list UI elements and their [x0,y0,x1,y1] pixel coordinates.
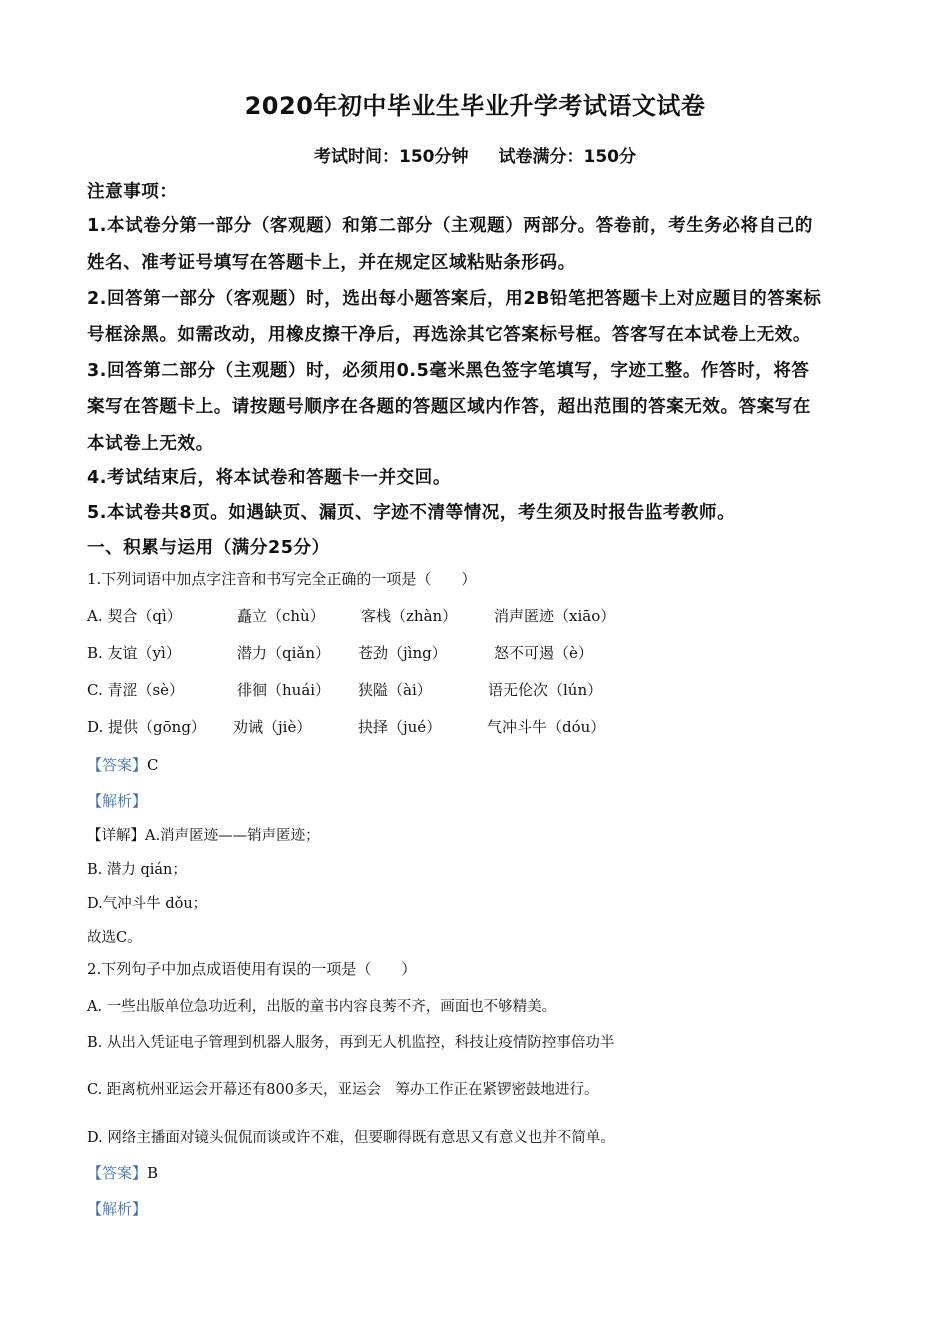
q2-option-a: A. 一些出版单位急功近利，出版的童书内容良莠不齐，画面也不够精美。 [87,999,557,1015]
q1-option-a-2: 矗立（chù） [237,607,325,625]
page-title: 2020年初中毕业生毕业升学考试语文试卷 [244,92,706,120]
notes-header: 注意事项： [87,182,178,202]
notes-line: 4.考试结束后，将本试卷和答题卡一并交回。 [87,468,451,488]
q1-option-b-2: 潜力（qiǎn） [237,644,331,662]
answer-tag: 【答案】 [87,1164,148,1182]
q2-option-c: C. 距离杭州亚运会开幕还有800多天，亚运会 筹办工作正在紧锣密鼓地进行。 [87,1082,599,1098]
detail-text: A.消声匿迹——销声匿迹； [145,828,320,844]
question-2-stem: 2.下列句子中加点成语使用有误的一项是（ ） [87,960,417,978]
q1-option-b-4: 怒不可遏（è） [494,644,593,662]
q1-option-c-1: C. 青涩（sè） [87,681,185,699]
q1-detail-line [87,824,320,845]
answer-value: C [147,756,159,774]
q2-analysis-tag: 【解析】 [87,1200,148,1218]
exam-info [0,142,950,167]
detail-tag: 【详解】 [87,828,145,844]
q2-answer [87,1162,158,1183]
notes-line: 案写在答题卡上。请按题号顺序在各题的答题区域内作答，超出范围的答案无效。答案写在 [87,397,811,417]
q1-option-c-2: 徘徊（huái） [237,681,331,699]
answer-value: B [147,1164,159,1182]
q1-detail-line: D.气冲斗牛 dǒu； [87,896,208,912]
notes-line: 姓名、准考证号填写在答题卡上，并在规定区域粘贴条形码。 [87,253,576,273]
q1-option-d-4: 气冲斗牛（dóu） [487,718,606,736]
q1-option-d-1: D. 提供（gōng） [87,718,206,736]
notes-line: 5.本试卷共8页。如遇缺页、漏页、字迹不清等情况，考生须及时报告监考教师。 [87,503,736,523]
notes-line: 2.回答第一部分（客观题）时，选出每小题答案后，用2B铅笔把答题卡上对应题目的答案标 [87,289,822,309]
q1-detail-line: 故选C。 [87,930,142,946]
q1-analysis-tag: 【解析】 [87,792,148,810]
q1-answer [87,754,159,775]
q1-option-a-4: 消声匿迹（xiāo） [494,607,616,625]
q1-option-b-3: 苍劲（jìng） [358,644,447,662]
answer-tag: 【答案】 [87,756,148,774]
q1-option-d-2: 劝诫（jiè） [233,718,312,736]
q2-option-d: D. 网络主播面对镜头侃侃而谈或许不难，但要聊得既有意思又有意义也并不简单。 [87,1130,615,1146]
section-heading: 一、积累与运用（满分25分） [87,538,330,558]
notes-line: 本试卷上无效。 [87,434,214,454]
question-1-stem: 1.下列词语中加点字注音和书写完全正确的一项是（ ） [87,570,477,588]
notes-line: 1.本试卷分第一部分（客观题）和第二部分（主观题）两部分。答卷前，考生务必将自己的 [87,216,813,236]
q2-option-b: B. 从出入凭证电子管理到机器人服务，再到无人机监控，科技让疫情防控事倍功半 [87,1035,615,1051]
q1-detail-line: B. 潜力 qián； [87,862,187,878]
q1-option-b-1: B. 友谊（yì） [87,644,181,662]
notes-line: 号框涂黑。如需改动，用橡皮擦干净后，再选涂其它答案标号框。答客写在本试卷上无效。 [87,325,811,345]
exam-score: 试卷满分：150分 [498,147,636,167]
q1-option-c-3: 狭隘（ài） [358,681,432,699]
q1-option-d-3: 抉择（jué） [358,718,442,736]
q1-option-a-3: 客栈（zhàn） [361,607,458,625]
notes-line: 3.回答第二部分（主观题）时，必须用0.5毫米黑色签字笔填写，字迹工整。作答时，将答 [87,361,810,381]
exam-time: 考试时间：150分钟 [314,147,469,167]
q1-option-c-4: 语无伦次（lún） [488,681,603,699]
q1-option-a-1: A. 契合（qì） [87,607,182,625]
